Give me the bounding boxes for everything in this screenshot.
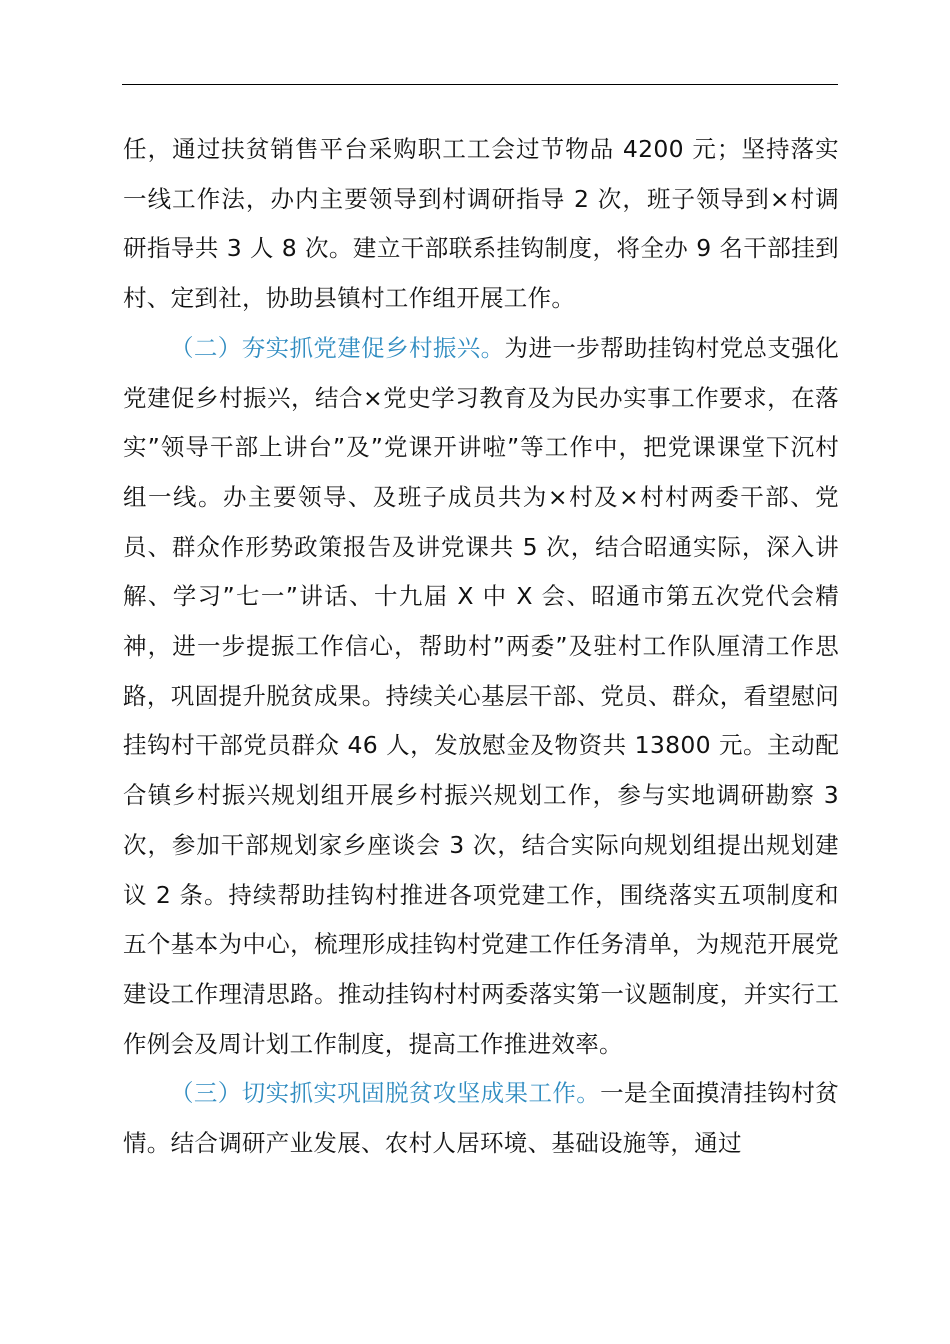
document-body <box>123 125 839 1169</box>
paragraph-poverty-alleviation <box>123 1069 839 1168</box>
paragraph-party-building <box>123 324 839 1070</box>
paragraph-continuation <box>123 125 839 324</box>
paragraph-3-body: 一是全面摸清挂钩村贫情。结合调研产业发展、农村人居环境、基础设施等，通过 <box>123 1079 840 1158</box>
section-heading-2: （二）夯实抓党建促乡村振兴。 <box>170 333 505 362</box>
paragraph-1-body: 任，通过扶贫销售平台采购职工工会过节物品 4200 元；坚持落实一线工作法，办内主要领导到村调研指导 2 次，班子领导到×村调研指导共 3 人 8 次。建立干部联系挂钩制度，将全办 9 名干部挂到村、定到社，协助县镇村工作组开展工作。 <box>123 135 839 313</box>
header-rule <box>122 84 838 85</box>
section-heading-3: （三）切实抓实巩固脱贫攻坚成果工作。 <box>170 1079 601 1108</box>
paragraph-2-body: 为进一步帮助挂钩村党总支强化党建促乡村振兴，结合×党史学习教育及为民办实事工作要求，在落实”领导干部上讲台”及”党课开讲啦”等工作中，把党课课堂下沉村组一线。办主要领导、及班子成员共为×村及×村村两委干部、党员、群众作形势政策报告及讲党课共 5 次，结合昭通实际，深入讲解、学习”七一”讲话、十九届 X 中 X 会、昭通市第五次党代会精神，进一步提振工作信心，帮助村”两委”及驻村工作队厘清工作思路，巩固提升脱贫成果。持续关心基层干部、党员、群众，看望慰问挂钩村干部党员群众 46 人，发放慰金及物资共 13800 元。主动配合镇乡村振兴规划组开展乡村振兴规划工作，参与实地调研勘察 3 次，参加干部规划家乡座谈会 3 次，结合实际向规划组提出规划建议 2 条。持续帮助挂钩村推进各项党建工作，围绕落实五项制度和五个基本为中心，梳理形成挂钩村党建工作任务清单，为规范开展党建设工作理清思路。推动挂钩村村两委落实第一议题制度，并实行工作例会及周计划工作制度，提高工作推进效率。 <box>123 333 839 1058</box>
